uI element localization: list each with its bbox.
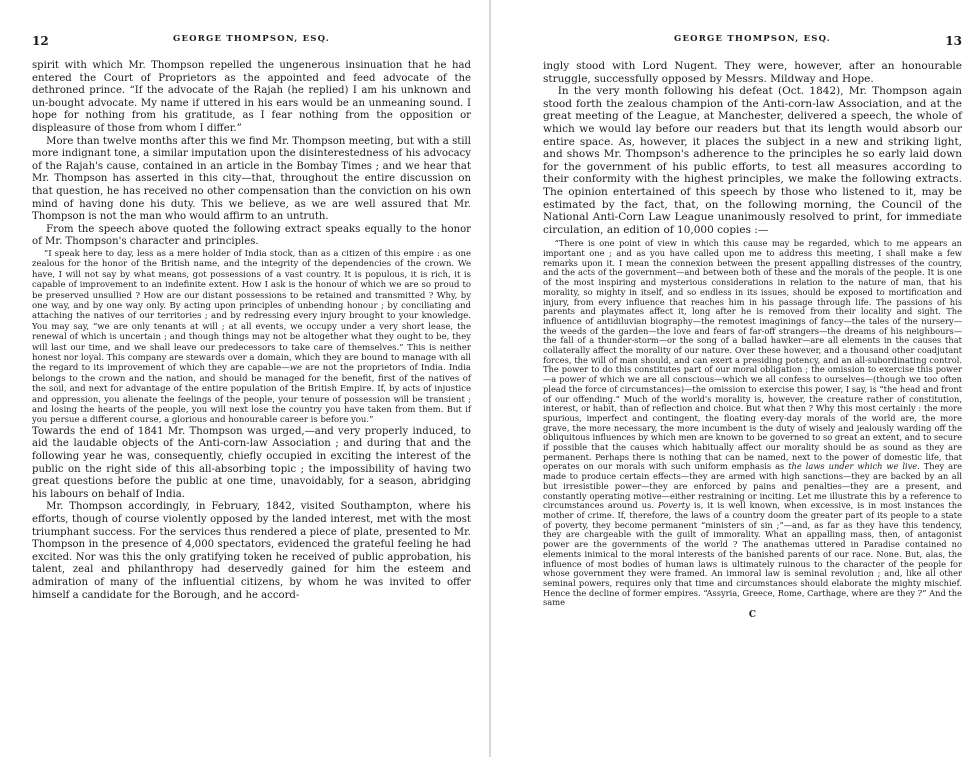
right-quote-emphasis-2: Poverty	[657, 500, 690, 511]
left-paragraph-3: From the speech above quoted the following extract speaks equally to the honor of Mr. Thompson's character and principles.	[32, 223, 471, 248]
right-speech-quote	[543, 239, 962, 608]
left-page-number: 12	[32, 34, 49, 48]
signature-mark: C	[748, 610, 757, 621]
left-quote-emphasis: we	[289, 363, 303, 374]
right-page-number: 13	[945, 34, 962, 48]
left-quote-tail: are not the proprietors of India. India belongs to the crown and the nation, and should be managed for the benefit, first of the natives of the soil, and next for advantage of the entire population of the British Empire. If, by acts of injustice and oppression, you alienate the feelings of the people, your tenure of possession will be transient ; and losing the hearts of the people, you will next lose the country you have taken from them. But if you persue a different course, a glorious and honourable career is before you.”	[32, 363, 472, 426]
right-paragraph-1: ingly stood with Lord Nugent. They were, however, after an honourable struggle, successfully opposed by Messrs. Mildway and Hope.	[543, 60, 962, 85]
right-page	[491, 0, 980, 757]
left-paragraph-2: More than twelve months after this we find Mr. Thompson meeting, but with a still more indignant tone, a similar imputation upon the disinterestedness of his advocacy of the Rajah's cause, contained in an article in the Bombay Times ; and we hear that Mr. Thompson has asserted in this city—that, throughout the entire discussion on that question, he has received no other compensation than the conviction on his own mind of having done his duty. This we believe, as we are well assured that Mr. Thompson is not the man who would affirm to an untruth.	[32, 135, 471, 223]
left-running-head	[32, 34, 471, 50]
right-quote-part-c: is, it is well known, when excessive, is in most instances the mother of crime. If, therefore, the laws of a country doom the greater part of its people to a state of poverty, they become permanent “ministers of sin ;”—and, as far as they have this tendency, they are chargeable with the guilt of immorality. What an appalling mass, then, of antagonist power are the governments of the world ? The anathemas uttered in Paradise contained no elements inimical to the moral interests of the banished parents of our race. None. But, alas, the influence of most bodies of human laws is ultimately ruinous to the character of the people for whose government they were framed. An immoral law is seminal revolution ; and, like all other seminal powers, requires only that time and circumstances should elaborate the mighty mischief. Hence the decline of former empires. “Assyria, Greece, Rome, Carthage, where are they ?” And the same	[543, 500, 962, 608]
right-quote-emphasis-1: the laws under which we live.	[788, 461, 920, 472]
right-paragraph-2: In the very month following his defeat (Oct. 1842), Mr. Thompson again stood forth the zealous champion of the Anti-corn-law Association, and at the great meeting of the League, at Manchester, delivered a speech, the whole of which we would lay before our readers but that its length would absorb our entire space. As, however, it places the subject in a new and striking light, and shows Mr. Thompson's adherence to the principles he so early laid down for the government of his public efforts, to test all measures according to their conformity with the highest principles, we make the following extracts. The opinion entertained of this speech by those who listened to it, may be estimated by the fact, that, on the following morning, the Council of the National Anti-Corn Law League unanimously resolved to print, for immediate circulation, an edition of 10,000 copies :—	[543, 85, 962, 236]
left-paragraph-1: spirit with which Mr. Thompson repelled the ungenerous insinuation that he had entered the Court of Proprietors as the appointed and feed advocate of the dethroned prince. “If the advocate of the Rajah (he replied) I am his unknown and un-bought advocate. My name if uttered in his ears would be an unmeaning sound. I hope for nothing from his gratitude, as I fear nothing from the opposition or displeasure of those from whom I differ.”	[32, 60, 471, 134]
left-paragraph-4: Towards the end of 1841 Mr. Thompson was urged,—and very properly induced, to aid the laudable objects of the Anti-corn-law Association ; and during that and the following year he was, consequently, chiefly occupied in exciting the interest of the public on the right side of this all-absorbing topic ; the impossibility of having two great questions before the public at one time, unavoidably, for a season, abridging his labours on behalf of India.	[32, 425, 471, 500]
left-speech-quote	[32, 249, 471, 426]
left-page	[0, 0, 489, 757]
left-paragraph-5: Mr. Thompson accordingly, in February, 1842, visited Southampton, where his efforts, though of course violently opposed by the landed interest, met with the most triumphant success. For the services thus rendered a piece of plate, presented to Mr. Thompson in the presence of 4,000 spectators, evidenced the grateful feeling he had excited. Nor was this the only gratifying token he received of public approbation, his talent, zeal and philanthropy had deservedly gained for him the esteem and admiration of many of the influential citizens, by whom he was invited to offer himself a candidate for the Borough, and he accord-	[32, 501, 471, 601]
left-quote-text: “I speak here to day, less as a mere holder of India stock, than as a citizen of this empire : as one zealous for the honor of the British name, and the integrity of the dependencies of the crown. We have, I will not say by what means, got possessions of a vast country. It is populous, it is rich, it is capable of improvement to an indefinite extent. How I ask is the honour of which we are so proud to be preserved unsullied ? How are our distant possessions to be retained and transmitted ? Why, by one way, and by one way only. By acting upon principles of unbending honour ; by conciliating and attaching the natives of our territories ; and by redressing every injury brought to your knowledge. You may say, “we are only tenants at will ; at all events, we occupy under a very short lease, the renewal of which is uncertain ; and though things may not be altogether what they ought to be, they will last our time, and we shall leave our predecessors to take care of themselves.” This is neither honest nor loyal. This company are stewards over a domain, which they are bound to manage with all the regard to its improvement of which they are capable—	[32, 248, 471, 374]
left-running-title: GEORGE THOMPSON, ESQ.	[173, 34, 330, 44]
right-quote-part-a: “There is one point of view in which this cause may be regarded, which to me appears an important one ; and as you have called upon me to address this meeting, I shall make a few remarks upon it. I mean the connexion between the present appalling distresses of the country, and the acts of the government—and between both of these and the morals of the people. It is one of the most inspiring and mysterious considerations in relation to the nature of man, that his morality, so mighty in itself, and so endless in its issues, should be exposed to mortification and injury, from every influence that reaches him in his passage through life. The passions of his parents and playmates affect it, long after he is removed from their locality and sight. The influence of antidiluvian biography—the remotest imaginings of fancy—the tales of the nursery—the weeds of the garden—the love and fears of far-off strangers—the dreams of his neighbours—the fall of a thunder-storm—or the song of a ballad hawker—are all elements in the causes that collaterally affect the morality of our nature. Over these however, and a thousand other coadjutant forces, the will of man should, and can exert a presiding potency, and an all-subordinating control. The power to do this constitutes part of our moral obligation ; the omission to exercise this power—a power of which we are all conscious—which we all confess to ourselves—(though we too often plead the force of circumstances)—the omission to exercise this power, I say, is “the head and front of our offending.” Much of the world's morality is, however, the creature rather of constitution, interest, or habit, than of reflection and choice. But what then ? Why this most certainly : the more spurious, imperfect and contingent, the floating every-day morals of the world are, the more grave, the more necessary, the more incumbent is the duty of wisely and jealously warding off the obliquitous influences by which men are known to be governed to so great an extent, and to secure if possible that the causes which habitually affect our morality should be as sound as they are permanent. Perhaps there is nothing that can be named, next to the power of domestic life, that operates on our morals with such uniform emphasis as	[543, 238, 962, 472]
right-running-head	[543, 34, 962, 50]
right-running-title: GEORGE THOMPSON, ESQ.	[674, 34, 831, 44]
right-quote-part-b: They are made to produce certain effects—they are armed with high sanctions—they are backed by an all but irresistible power—they are enforced by pains and penalties—they are a present, and constantly operating motive—either restraining or inciting. Let me illustrate this by a reference to circumstances around us.	[543, 461, 962, 511]
